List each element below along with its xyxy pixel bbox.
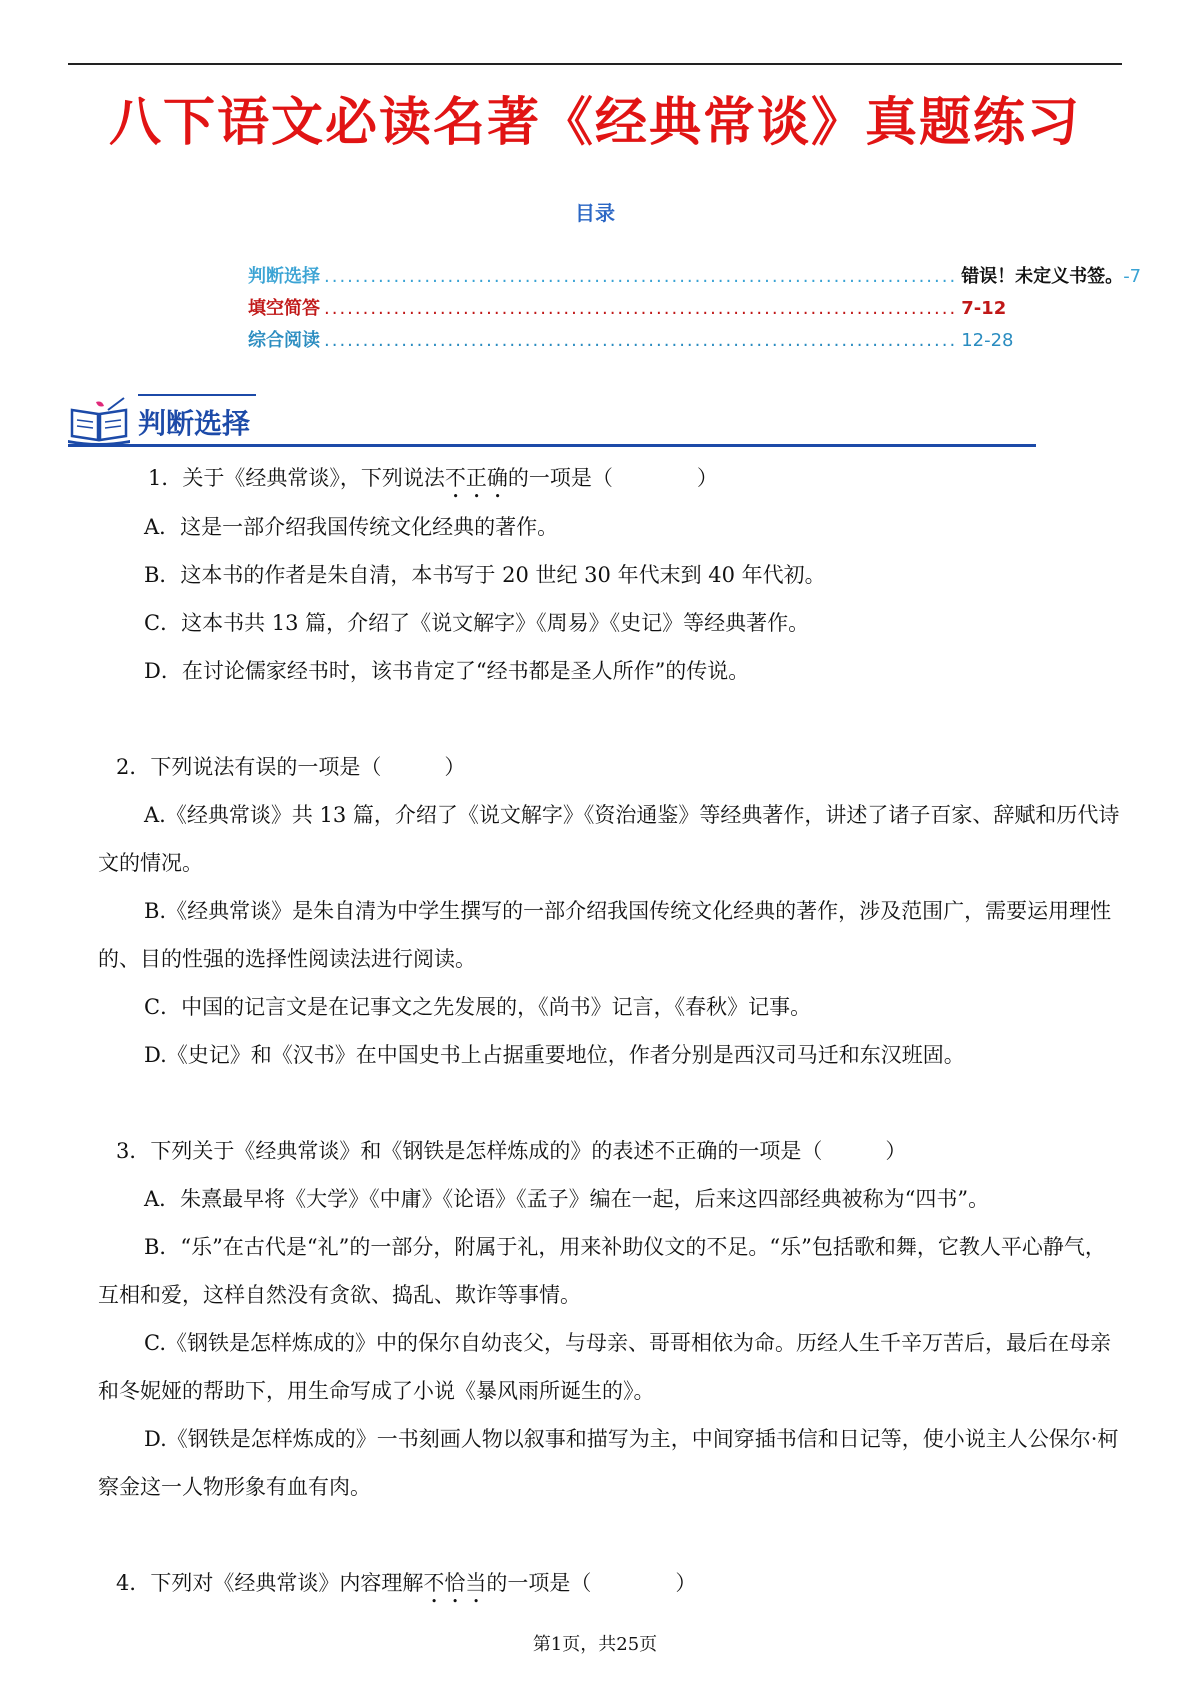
open-book-icon [68,396,130,444]
question-1-option-a: A．这是一部介绍我国传统文化经典的著作。 [144,515,559,539]
question-2-option-c: C．中国的记言文是在记事文之先发展的，《尚书》记言，《春秋》记事。 [144,995,812,1019]
toc-heading: 目录 [575,201,615,225]
question-3-option-b: B．“乐”在古代是“礼”的一部分，附属于礼，用来补助仪文的不足。“乐”包括歌和舞，它教人平心静气，互相和爱，这样自然没有贪欲、捣乱、欺诈等事情。 [98,1235,1106,1307]
toc-error-text: 错误！未定义书签。 [961,266,1124,287]
page-title: 八下语文必读名著《经典常谈》真题练习 [108,92,1081,153]
question-4-stem [98,1559,1122,1608]
top-rule [68,63,1122,65]
toc-pages: 7-12 [961,298,1007,319]
question-1-option-b: B．这本书的作者是朱自清，本书写于 20 世纪 30 年代末到 40 年代初。 [144,563,826,587]
toc-label: 填空简答 [248,298,320,319]
toc-pages: -7 [1123,266,1142,287]
question-1-option-d: D．在讨论儒家经书时，该书肯定了“经书都是圣人所作”的传说。 [144,659,750,683]
section-header [68,388,1036,448]
section-underline [68,444,1036,447]
question-2-stem: 2．下列说法有误的一项是（ ） [116,755,466,779]
stem-text: 1．关于《经典常谈》，下列说法 [148,466,445,490]
question-3-option-c: C.《钢铁是怎样炼成的》中的保尔自幼丧父，与母亲、哥哥相依为命。历经人生千辛万苦后，最后在母亲和冬妮娅的帮助下，用生命写成了小说《暴风雨所诞生的》。 [98,1331,1111,1403]
question-1-stem [98,454,1122,503]
stem-text: 的一项是（ ） [507,466,718,490]
toc-row-fill[interactable] [248,294,1007,326]
toc-page-ref [961,262,1141,288]
toc-label: 综合阅读 [248,330,320,351]
question-1-option-c: C．这本书共 13 篇，介绍了《说文解字》《周易》《史记》等经典著作。 [144,611,810,635]
page-footer: 第1页，共25页 [532,1634,658,1655]
section-overline [138,394,256,396]
question-3-stem: 3．下列关于《经典常谈》和《钢铁是怎样炼成的》的表述不正确的一项是（ ） [116,1139,907,1163]
question-list [98,454,1122,1608]
toc-pages: 12-28 [961,330,1014,351]
section-title: 判断选择 [138,407,251,440]
toc-leader-dots: .................................................................................. [324,298,958,319]
table-of-contents [248,262,1142,358]
toc-leader-dots: .................................................................................. [324,330,958,351]
question-2-option-a: A.《经典常谈》共 13 篇，介绍了《说文解字》《资治通鉴》等经典著作，讲述了诸子百家、辞赋和历代诗文的情况。 [98,803,1120,875]
stem-text: 的一项是（ ） [486,1571,697,1595]
stem-text: 4．下列对《经典常谈》内容理解 [116,1571,424,1595]
question-3-option-a: A．朱熹最早将《大学》《中庸》《论语》《孟子》编在一起，后来这四部经典被称为“四书”。 [144,1187,990,1211]
toc-row-judgement[interactable] [248,262,1142,294]
question-2-option-d: D.《史记》和《汉书》在中国史书上占据重要地位，作者分别是西汉司马迁和东汉班固。 [144,1043,965,1067]
toc-row-reading[interactable] [248,326,1014,358]
stem-emphasis: 不恰当 [423,1571,487,1595]
toc-leader-dots: .................................................................................. [324,266,958,287]
question-3-option-d: D.《钢铁是怎样炼成的》一书刻画人物以叙事和描写为主，中间穿插书信和日记等，使小说主人公保尔·柯察金这一人物形象有血有肉。 [98,1427,1119,1499]
question-2-option-b: B.《经典常谈》是朱自清为中学生撰写的一部介绍我国传统文化经典的著作，涉及范围广，需要运用理性的、目的性强的选择性阅读法进行阅读。 [98,899,1112,971]
toc-label: 判断选择 [248,266,320,287]
stem-emphasis: 不正确 [444,466,508,490]
